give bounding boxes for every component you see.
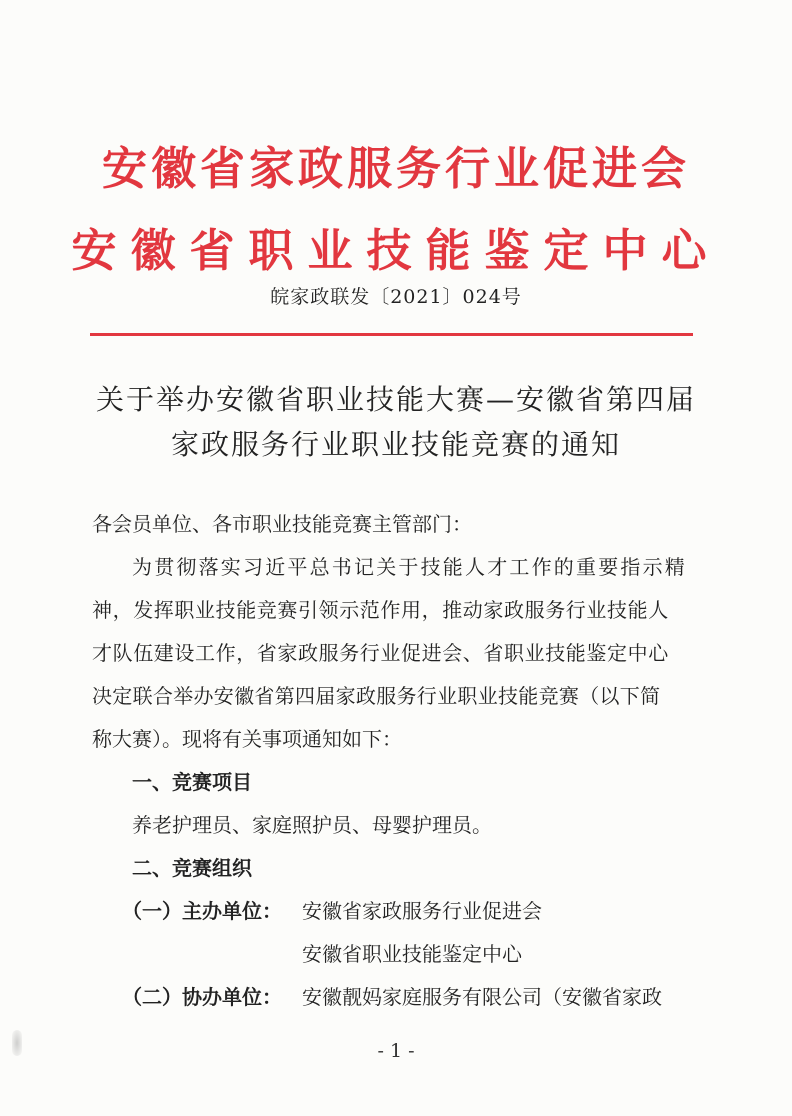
section-heading-competition-items: 一、竞赛项目 [132,770,252,794]
paragraph-line: 才队伍建设工作，省家政服务行业促进会、省职业技能鉴定中心 [92,641,669,665]
co-organizer-name-1: 安徽靓妈家庭服务有限公司（安徽省家政 [302,985,662,1009]
paragraph-line: 决定联合举办安徽省第四届家政服务行业职业技能竞赛（以下简 [92,684,661,708]
issuer-org-2: 安徽省职业技能鉴定中心 [71,224,721,277]
scan-smudge [12,1030,22,1056]
organizer-name-1: 安徽省家政服务行业促进会 [302,899,542,923]
co-organizer-label: （二）协办单位： [122,985,282,1009]
organizer-label: （一）主办单位： [122,899,282,923]
salutation: 各会员单位、各市职业技能竞赛主管部门： [92,512,472,536]
issuer-org-1: 安徽省家政服务行业促进会 [101,142,690,195]
competition-items-text: 养老护理员、家庭照护员、母婴护理员。 [132,813,492,837]
document-number: 皖家政联发〔2021〕024号 [270,286,522,308]
page-number: - 1 - [377,1040,415,1062]
notice-title-line-1: 关于举办安徽省职业技能大赛—安徽省第四届 [95,383,696,416]
organizer-name-2: 安徽省职业技能鉴定中心 [302,942,522,966]
paragraph-line: 神，发挥职业技能竞赛引领示范作用，推动家政服务行业技能人 [92,598,669,622]
paragraph-line: 为贯彻落实习近平总书记关于技能人才工作的重要指示精 [132,555,687,579]
section-heading-organization: 二、竞赛组织 [132,856,252,880]
paragraph-line: 称大赛）。现将有关事项通知如下： [92,727,402,751]
red-divider [90,333,693,336]
notice-title-line-2: 家政服务行业职业技能竞赛的通知 [170,428,621,461]
